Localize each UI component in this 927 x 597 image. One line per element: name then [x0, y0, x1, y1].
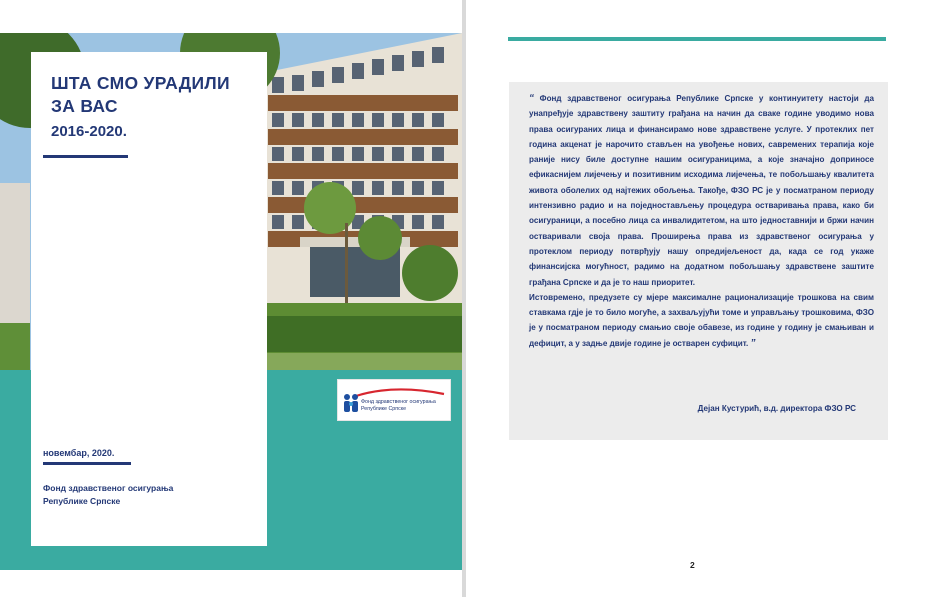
close-quote-mark: ”	[750, 337, 756, 349]
logo-text	[361, 399, 436, 413]
quote-text	[529, 91, 874, 351]
quote-paragraph-2	[529, 290, 874, 351]
cover-divider	[43, 155, 128, 158]
quote-paragraph-2-text: Истовремено, предузете су мјере максималне рационализације трошкова на свим ставкама гдје је то било могуће, а захваљујући томе и управљању трошковима, ФЗО је у посматраном периоду смањио своје обавезе, из године у годину је смањиван и дефицит, а у задње двије године је остварен суфицит.	[529, 292, 874, 348]
page-number: 2	[690, 560, 695, 570]
open-quote-mark: “	[529, 93, 534, 104]
logo-text-line2: Републике Српске	[361, 406, 407, 412]
cover-title-line1: ШТА СМО УРАДИЛИ	[51, 73, 230, 93]
fzo-logo	[337, 379, 451, 421]
cover-card	[31, 52, 267, 546]
logo-text-line1: Фонд здравственог осигурања	[361, 399, 436, 405]
intro-page	[466, 0, 927, 597]
quote-box	[509, 82, 888, 440]
cover-divider-bottom	[43, 462, 131, 465]
quote-paragraph-1-text: Фонд здравственог осигурања Републике Српске у континуитету настоји да унапређује здравствену заштиту грађана на начин да сваке године уводимо нова права осигураних лица и финансирамо нове здравствене услуге. У протеклих пет година акценат је нарочито стављен на увођење нових, савремених терапија које раније нису биле доступне нашим осигураницима, а које значајно доприносе ефикаснијем лијечењу и позитивним исходима лијечења, те побољшању квалитета живота оболелих од најтежих обољења. Такође, ФЗО РС је у посматраном периоду интензивно радио и на поједностављењу процедура остваривања права, како би осигураници, а посебно лица са инвалидитетом, на што једноставнији и бржи начин остваривали своја права. Проширења права из здравственог осигурања у протеклом периоду потврђују нашу опредијељеност да, када се год укаже финансијска могућност, радимо на додатном побољшању здравствене заштите грађана Српске и да је то наш приоритет.	[529, 94, 874, 287]
cover-publisher-line2: Републике Српске	[43, 496, 121, 506]
signature: Дејан Кустурић, в.д. директора ФЗО РС	[697, 404, 856, 413]
cover-publisher-line1: Фонд здравственог осигурања	[43, 483, 174, 493]
cover-page	[0, 0, 462, 597]
cover-title	[51, 72, 230, 118]
cover-title-line2: ЗА ВАС	[51, 96, 118, 116]
cover-publisher	[43, 482, 173, 508]
cover-date: новембар, 2020.	[43, 448, 115, 458]
quote-paragraph-1	[529, 91, 874, 290]
logo-family-icon	[342, 392, 360, 414]
header-rule	[508, 37, 886, 41]
logo-swoosh-icon	[354, 386, 446, 398]
cover-years: 2016-2020.	[51, 123, 127, 140]
